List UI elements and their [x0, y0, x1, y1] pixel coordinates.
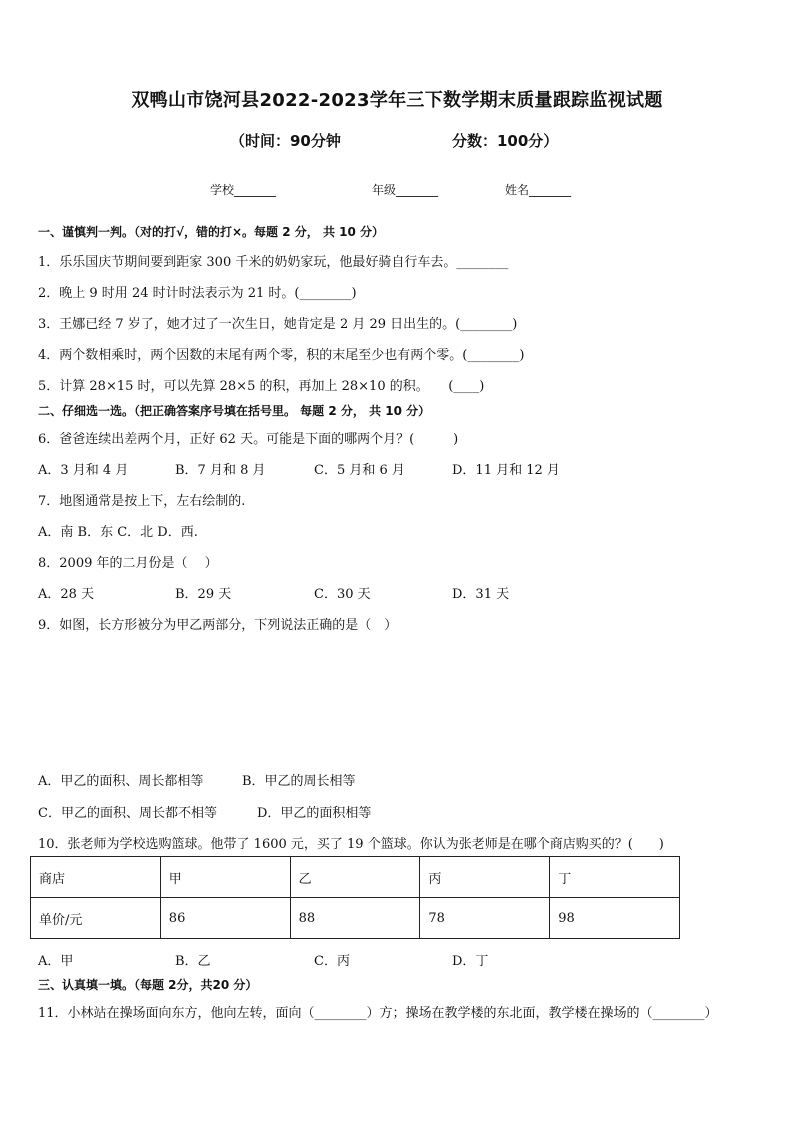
section-3-heading: 三、认真填一填。（每题 2分，共20 分） — [38, 978, 258, 992]
school-field: 学校_______ — [210, 183, 277, 197]
price-table — [30, 856, 680, 939]
table-row — [31, 898, 680, 939]
question-11: 11．小林站在操场面向东方，他向左转，面向（________）方；操场在教学楼的东北面，教学楼在操场的（________） — [38, 1006, 718, 1021]
q10-option-c: C．丙 — [314, 954, 350, 969]
table-cell: 甲 — [160, 857, 290, 898]
name-field: 姓名_______ — [505, 183, 572, 197]
table-cell: 乙 — [290, 857, 420, 898]
page-title: 双鸭山市饶河县2022-2023学年三下数学期末质量跟踪监视试题 — [131, 90, 663, 111]
q8-option-d: D．31 天 — [452, 587, 510, 602]
question-5: 5．计算 28×15 时，可以先算 28×5 的积，再加上 28×10 的积。 (____) — [38, 379, 485, 394]
q8-option-c: C．30 天 — [314, 587, 371, 602]
table-cell: 98 — [550, 898, 680, 939]
q6-option-a: A．3 月和 4 月 — [38, 463, 129, 478]
table-header-row — [31, 857, 680, 898]
q9-option-a: A．甲乙的面积、周长都相等 — [38, 774, 204, 789]
q9-option-c: C．甲乙的面积、周长都不相等 — [38, 806, 217, 821]
table-cell: 86 — [160, 898, 290, 939]
section-2-heading: 二、仔细选一选。（把正确答案序号填在括号里。 每题 2 分， 共 10 分） — [38, 404, 431, 418]
q6-option-c: C．5 月和 6 月 — [314, 463, 405, 478]
q10-option-a: A．甲 — [38, 954, 74, 969]
section-1-heading: 一、谨慎判一判。（对的打√，错的打×。每题 2 分， 共 10 分） — [38, 225, 384, 239]
q6-option-d: D．11 月和 12 月 — [452, 463, 560, 478]
question-3: 3．王娜已经 7 岁了，她才过了一次生日，她肯定是 2 月 29 日出生的。(________) — [38, 317, 518, 332]
question-2: 2．晚上 9 时用 24 时计时法表示为 21 时。(________) — [38, 286, 357, 301]
q10-option-d: D．丁 — [452, 954, 489, 969]
exam-time: （时间：90分钟 — [230, 132, 341, 150]
question-1: 1．乐乐国庆节期间要到距家 300 千米的奶奶家玩，他最好骑自行车去。________ — [38, 255, 509, 270]
question-10: 10．张老师为学校选购篮球。他带了 1600 元，买了 19 个篮球。你认为张老师是在哪个商店购买的？( ) — [38, 837, 664, 852]
q8-option-b: B．29 天 — [175, 587, 232, 602]
table-cell: 商店 — [31, 857, 161, 898]
table-cell: 单价/元 — [31, 898, 161, 939]
q7-options: A．南 B．东 C．北 D．西. — [38, 525, 198, 540]
question-9: 9．如图，长方形被分为甲乙两部分，下列说法正确的是（ ） — [38, 618, 398, 633]
table-cell: 78 — [420, 898, 550, 939]
table-cell: 88 — [290, 898, 420, 939]
q9-option-b: B．甲乙的周长相等 — [242, 774, 356, 789]
grade-field: 年级_______ — [372, 183, 439, 197]
question-7: 7．地图通常是按上下，左右绘制的. — [38, 494, 246, 509]
question-4: 4．两个数相乘时，两个因数的末尾有两个零，积的末尾至少也有两个零。(________) — [38, 348, 525, 363]
q8-option-a: A．28 天 — [38, 587, 95, 602]
q9-option-d: D．甲乙的面积相等 — [257, 806, 372, 821]
question-8: 8．2009 年的二月份是（ ） — [38, 556, 218, 571]
exam-score: 分数：100分） — [452, 132, 559, 150]
question-6: 6．爸爸连续出差两个月，正好 62 天。可能是下面的哪两个月？( ) — [38, 432, 459, 447]
q6-option-b: B．7 月和 8 月 — [175, 463, 266, 478]
table-cell: 丙 — [420, 857, 550, 898]
table-cell: 丁 — [550, 857, 680, 898]
q10-option-b: B．乙 — [175, 954, 211, 969]
